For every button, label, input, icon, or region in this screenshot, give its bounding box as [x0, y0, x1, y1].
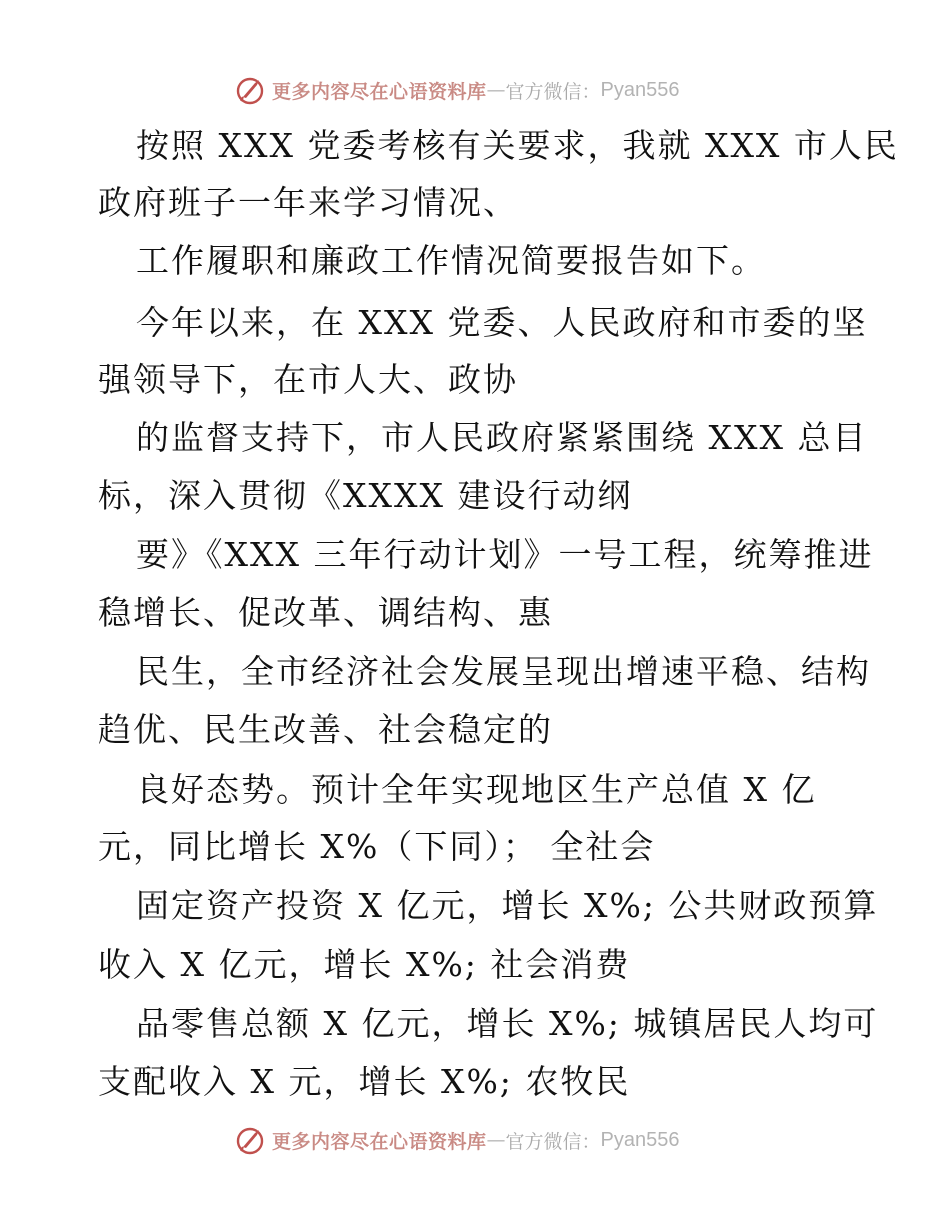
- watermark-wechat-label: 官方微信：: [505, 1130, 601, 1153]
- watermark-brand-text: 更多内容尽在心语资料库: [272, 80, 487, 103]
- text-line: 趋优、民生改善、社会稳定的: [98, 710, 553, 749]
- quill-pen-logo-icon: [234, 74, 266, 106]
- text-line: 按照 XXX 党委考核有关要求，我就 XXX 市人民: [136, 126, 899, 165]
- text-line: 今年以来，在 XXX 党委、人民政府和市委的坚: [136, 303, 868, 342]
- watermark-brand-text: 更多内容尽在心语资料库: [272, 1130, 487, 1153]
- text-line: 元，同比增长 X%（下同）； 全社会: [98, 827, 656, 866]
- text-line: 稳增长、促改革、调结构、惠: [98, 593, 553, 632]
- watermark-separator: —: [486, 79, 506, 101]
- text-line: 民生，全市经济社会发展呈现出增速平稳、结构: [136, 652, 871, 691]
- text-line: 收入 X 亿元，增长 X%; 社会消费: [98, 945, 631, 984]
- watermark-wechat-label: 官方微信：: [505, 80, 601, 103]
- text-line: 标，深入贯彻《XXXX 建设行动纲: [98, 476, 633, 515]
- text-line: 品零售总额 X 亿元，增长 X%; 城镇居民人均可: [136, 1004, 879, 1043]
- watermark-wechat-id: Pyan556: [600, 78, 680, 101]
- text-line: 固定资产投资 X 亿元，增长 X%; 公共财政预算: [136, 886, 879, 925]
- watermark-wechat-id: Pyan556: [600, 1128, 680, 1151]
- text-line: 的监督支持下，市人民政府紧紧围绕 XXX 总目: [136, 418, 868, 457]
- text-line: 要》《XXX 三年行动计划》一号工程，统筹推进: [136, 535, 874, 574]
- text-line: 强领导下，在市人大、政协: [98, 360, 518, 399]
- text-line: 政府班子一年来学习情况、: [98, 183, 518, 222]
- watermark-separator: —: [486, 1129, 506, 1151]
- text-line: 工作履职和廉政工作情况简要报告如下。: [136, 241, 766, 280]
- text-line: 支配收入 X 元，增长 X%; 农牧民: [98, 1062, 631, 1101]
- text-line: 良好态势。预计全年实现地区生产总值 X 亿: [136, 770, 817, 809]
- footer-watermark: [234, 1122, 754, 1158]
- quill-pen-logo-icon: [234, 1124, 266, 1156]
- header-watermark: [234, 72, 754, 108]
